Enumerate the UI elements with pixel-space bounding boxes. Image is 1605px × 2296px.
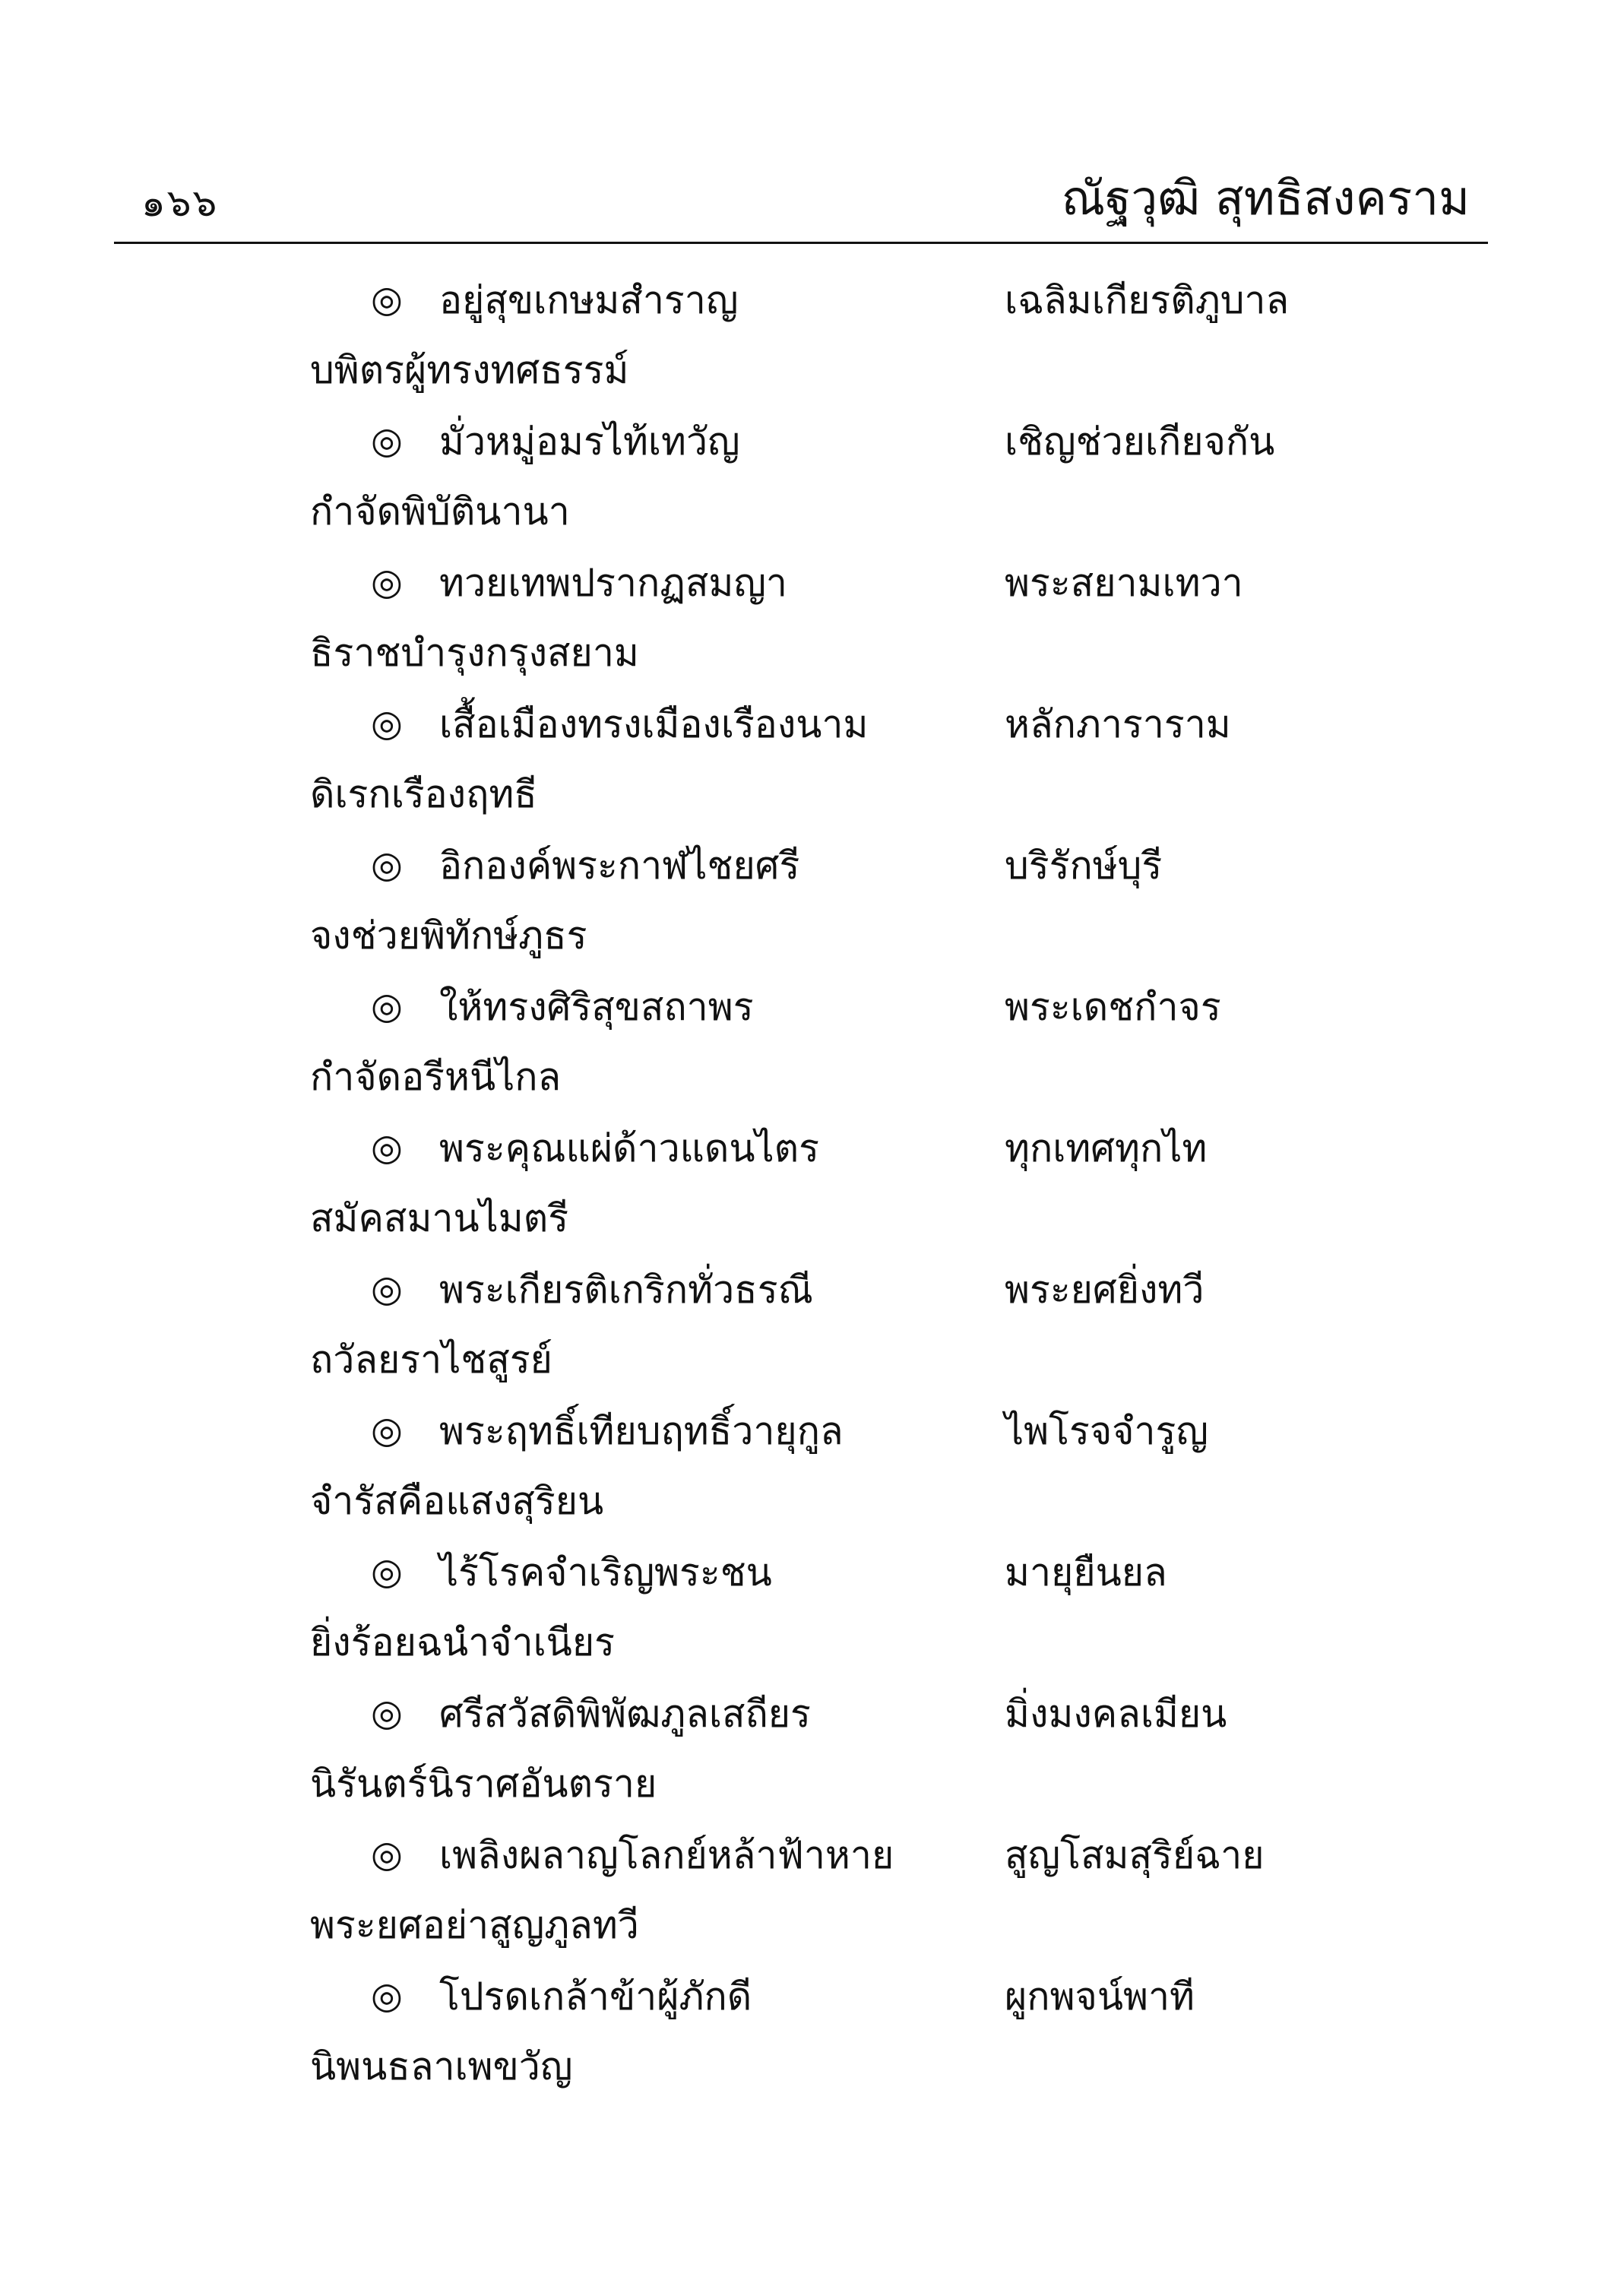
stanza-bullet-icon: ◎ xyxy=(371,702,403,745)
verse-second-phrase: มิ่งมงคลเมียน xyxy=(1005,1692,1227,1736)
verse-third-phrase: จำรัสคือแสงสุริยน xyxy=(310,1479,604,1523)
verse-first-phrase: พระฤทธิ์เทียบฤทธิ์วายุกูล xyxy=(439,1409,844,1453)
verse-first-phrase: มั่วหมู่อมรไท้เทวัญ xyxy=(439,420,740,464)
verse-stanza xyxy=(0,1813,1605,1955)
verse-first-phrase: เสื้อเมืองทรงเมืองเรืองนาม xyxy=(439,702,869,746)
verse-stanza xyxy=(0,400,1605,541)
header-rule xyxy=(114,242,1488,244)
verse-first-phrase: พระคุณแผ่ด้าวแดนไตร xyxy=(439,1126,819,1170)
verse-first-phrase: ทวยเทพปรากฏสมญา xyxy=(439,561,788,605)
verse-first-phrase: อยู่สุขเกษมสำราญ xyxy=(439,278,739,322)
verse-third-phrase: กำจัดพิบัตินานา xyxy=(310,489,570,534)
verse-second-phrase: ผูกพจน์พาที xyxy=(1005,1975,1195,2019)
verse-second-phrase: เฉลิมเกียรติภูบาล xyxy=(1005,278,1290,322)
verse-stanza xyxy=(0,1107,1605,1248)
stanza-bullet-icon: ◎ xyxy=(371,1833,403,1876)
page-number: ๑๖๖ xyxy=(141,181,219,225)
verse-third-phrase: ยิ่งร้อยฉนำจำเนียร xyxy=(310,1620,616,1664)
verse-stanza xyxy=(0,682,1605,824)
verse-stanza xyxy=(0,1248,1605,1389)
verse-second-phrase: สูญโสมสุริย์ฉาย xyxy=(1005,1833,1265,1877)
stanza-bullet-icon: ◎ xyxy=(371,1692,403,1734)
verse-third-phrase: กำจัดอรีหนีไกล xyxy=(310,1055,562,1099)
verse-first-phrase: ให้ทรงศิริสุขสถาพร xyxy=(439,985,754,1029)
verse-stanza xyxy=(0,824,1605,965)
verse-second-phrase: บริรักษ์บุรี xyxy=(1005,844,1163,888)
stanza-bullet-icon: ◎ xyxy=(371,561,403,603)
verse-third-phrase: ถวัลยราไชสูรย์ xyxy=(310,1338,552,1382)
stanza-bullet-icon: ◎ xyxy=(371,985,403,1028)
verse-second-phrase: พระเดชกำจร xyxy=(1005,985,1221,1029)
verse-third-phrase: นิรันตร์นิราศอันตราย xyxy=(310,1762,657,1806)
verse-list xyxy=(0,258,1605,2096)
verse-third-phrase: สมัคสมานไมตรี xyxy=(310,1196,569,1240)
verse-third-phrase: จงช่วยพิทักษ์ภูธร xyxy=(310,914,587,958)
stanza-bullet-icon: ◎ xyxy=(371,1126,403,1169)
verse-third-phrase: บพิตรผู้ทรงทศธรรม์ xyxy=(310,348,629,392)
verse-second-phrase: หลักภาราราม xyxy=(1005,702,1231,746)
verse-third-phrase: ดิเรกเรืองฤทธี xyxy=(310,772,537,816)
verse-first-phrase: โปรดเกล้าข้าผู้ภักดี xyxy=(439,1975,752,2019)
verse-stanza xyxy=(0,1955,1605,2096)
verse-stanza xyxy=(0,1389,1605,1531)
verse-first-phrase: อิกองค์พระกาฬไชยศรี xyxy=(439,844,800,888)
verse-stanza xyxy=(0,965,1605,1107)
verse-first-phrase: ไร้โรคจำเริญพระชน xyxy=(439,1550,772,1595)
stanza-bullet-icon: ◎ xyxy=(371,1409,403,1452)
verse-stanza xyxy=(0,541,1605,682)
verse-first-phrase: เพลิงผลาญโลกย์หล้าฟ้าหาย xyxy=(439,1833,894,1877)
verse-third-phrase: ธิราชบำรุงกรุงสยาม xyxy=(310,631,639,675)
stanza-bullet-icon: ◎ xyxy=(371,420,403,462)
stanza-bullet-icon: ◎ xyxy=(371,1550,403,1593)
stanza-bullet-icon: ◎ xyxy=(371,278,403,321)
stanza-bullet-icon: ◎ xyxy=(371,1975,403,2017)
verse-first-phrase: พระเกียรติเกริกทั่วธรณี xyxy=(439,1268,813,1312)
verse-third-phrase: นิพนธลาเพขวัญ xyxy=(310,2044,573,2089)
running-head: ณัฐวุฒิ สุทธิสงคราม xyxy=(1061,170,1470,226)
verse-second-phrase: พระสยามเทวา xyxy=(1005,561,1243,605)
verse-second-phrase: มายุยืนยล xyxy=(1005,1550,1167,1595)
verse-second-phrase: พระยศยิ่งทวี xyxy=(1005,1268,1205,1312)
verse-second-phrase: เชิญช่วยเกียจกัน xyxy=(1005,420,1275,464)
verse-stanza xyxy=(0,258,1605,400)
verse-third-phrase: พระยศอย่าสูญภูลทวี xyxy=(310,1903,639,1947)
verse-stanza xyxy=(0,1531,1605,1672)
stanza-bullet-icon: ◎ xyxy=(371,1268,403,1310)
verse-first-phrase: ศรีสวัสดิพิพัฒภูลเสถียร xyxy=(439,1692,811,1736)
verse-second-phrase: ไพโรจจำรูญ xyxy=(1005,1409,1208,1453)
verse-stanza xyxy=(0,1672,1605,1813)
stanza-bullet-icon: ◎ xyxy=(371,844,403,886)
verse-second-phrase: ทุกเทศทุกไท xyxy=(1005,1126,1208,1170)
